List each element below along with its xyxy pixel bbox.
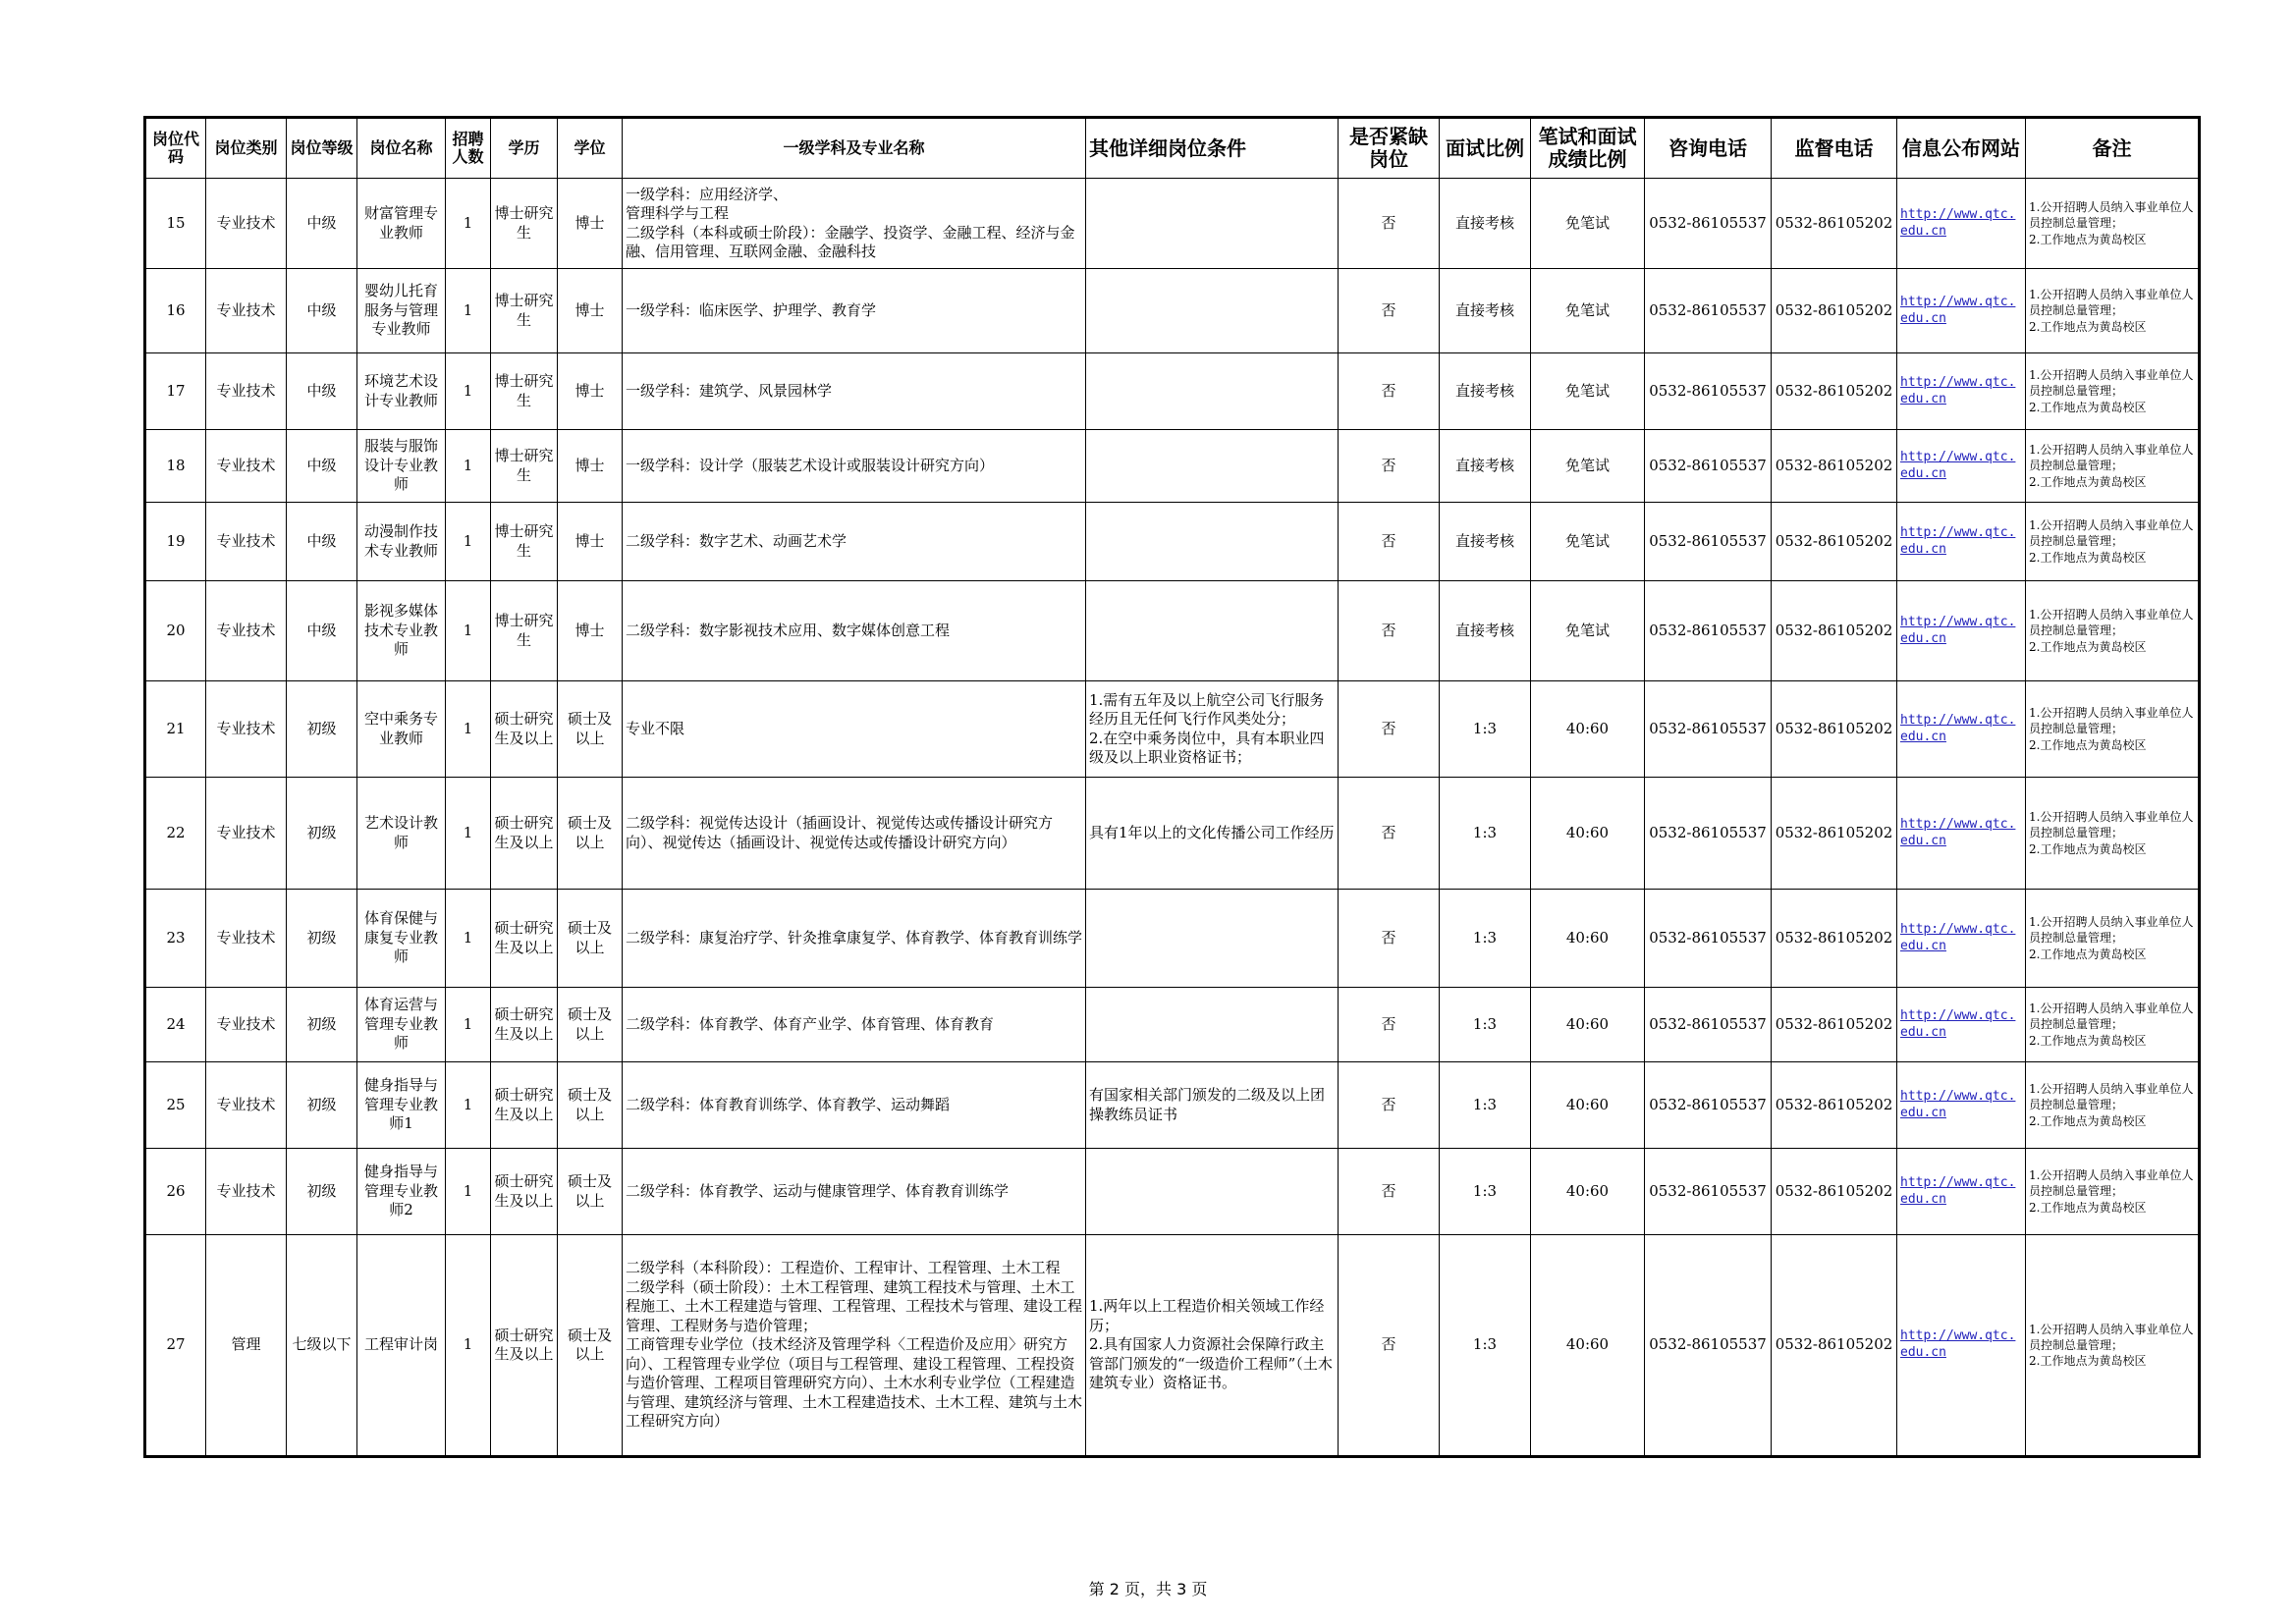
cell-interview-ratio: 直接考核	[1440, 430, 1531, 503]
cell-remark: 1.公开招聘人员纳入事业单位人员控制总量管理； 2.工作地点为黄岛校区	[2026, 1235, 2200, 1457]
cell-degree: 硕士及以上	[558, 1149, 623, 1235]
cell-count: 1	[446, 581, 491, 681]
cell-level: 中级	[287, 503, 357, 581]
cell-shortage: 否	[1339, 1062, 1440, 1149]
cell-website-link[interactable]: http://www.qtc.edu.cn	[1897, 1149, 2026, 1235]
cell-phone: 0532-86105537	[1645, 581, 1772, 681]
table-row	[145, 778, 2200, 890]
cell-code: 15	[145, 179, 206, 269]
header-ratio: 面试比例	[1440, 118, 1531, 179]
cell-count: 1	[446, 681, 491, 778]
cell-score-ratio: 免笔试	[1531, 503, 1645, 581]
cell-level: 中级	[287, 353, 357, 430]
cell-position-name: 服装与服饰设计专业教师	[357, 430, 446, 503]
cell-remark: 1.公开招聘人员纳入事业单位人员控制总量管理； 2.工作地点为黄岛校区	[2026, 581, 2200, 681]
cell-level: 初级	[287, 681, 357, 778]
cell-position-name: 环境艺术设计专业教师	[357, 353, 446, 430]
cell-phone: 0532-86105537	[1645, 1149, 1772, 1235]
cell-remark: 1.公开招聘人员纳入事业单位人员控制总量管理； 2.工作地点为黄岛校区	[2026, 179, 2200, 269]
cell-supervise-phone: 0532-86105202	[1772, 430, 1897, 503]
cell-level: 中级	[287, 179, 357, 269]
cell-website-link[interactable]: http://www.qtc.edu.cn	[1897, 988, 2026, 1062]
table-body	[145, 179, 2200, 1457]
cell-code: 27	[145, 1235, 206, 1457]
cell-education: 硕士研究生及以上	[491, 778, 558, 890]
cell-category: 专业技术	[206, 1062, 287, 1149]
cell-remark: 1.公开招聘人员纳入事业单位人员控制总量管理； 2.工作地点为黄岛校区	[2026, 353, 2200, 430]
cell-education: 博士研究生	[491, 581, 558, 681]
cell-phone: 0532-86105537	[1645, 988, 1772, 1062]
header-score: 笔试和面试成绩比例	[1531, 118, 1645, 179]
cell-other-conditions	[1086, 269, 1339, 353]
cell-education: 硕士研究生及以上	[491, 1149, 558, 1235]
cell-remark: 1.公开招聘人员纳入事业单位人员控制总量管理； 2.工作地点为黄岛校区	[2026, 988, 2200, 1062]
cell-shortage: 否	[1339, 778, 1440, 890]
cell-remark: 1.公开招聘人员纳入事业单位人员控制总量管理； 2.工作地点为黄岛校区	[2026, 890, 2200, 988]
cell-other-conditions: 具有1年以上的文化传播公司工作经历	[1086, 778, 1339, 890]
cell-category: 专业技术	[206, 778, 287, 890]
cell-phone: 0532-86105537	[1645, 503, 1772, 581]
cell-education: 博士研究生	[491, 503, 558, 581]
cell-major: 一级学科：应用经济学、 管理科学与工程 二级学科（本科或硕士阶段）：金融学、投资学、金融工程、经济与金融、信用管理、互联网金融、金融科技	[623, 179, 1086, 269]
cell-major: 二级学科：数字影视技术应用、数字媒体创意工程	[623, 581, 1086, 681]
cell-count: 1	[446, 1062, 491, 1149]
cell-count: 1	[446, 269, 491, 353]
cell-shortage: 否	[1339, 890, 1440, 988]
cell-position-name: 婴幼儿托育服务与管理专业教师	[357, 269, 446, 353]
cell-education: 硕士研究生及以上	[491, 681, 558, 778]
cell-shortage: 否	[1339, 503, 1440, 581]
table-row	[145, 179, 2200, 269]
cell-interview-ratio: 直接考核	[1440, 269, 1531, 353]
table-row	[145, 503, 2200, 581]
cell-phone: 0532-86105537	[1645, 179, 1772, 269]
cell-major: 一级学科：临床医学、护理学、教育学	[623, 269, 1086, 353]
cell-major: 二级学科：体育教学、运动与健康管理学、体育教育训练学	[623, 1149, 1086, 1235]
cell-shortage: 否	[1339, 988, 1440, 1062]
cell-education: 博士研究生	[491, 269, 558, 353]
cell-degree: 博士	[558, 581, 623, 681]
cell-website-link[interactable]: http://www.qtc.edu.cn	[1897, 581, 2026, 681]
cell-education: 博士研究生	[491, 353, 558, 430]
cell-position-name: 影视多媒体技术专业教师	[357, 581, 446, 681]
cell-major: 一级学科：设计学（服装艺术设计或服装设计研究方向）	[623, 430, 1086, 503]
table-row	[145, 430, 2200, 503]
cell-major: 二级学科：康复治疗学、针灸推拿康复学、体育教学、体育教育训练学	[623, 890, 1086, 988]
header-major: 一级学科及专业名称	[623, 118, 1086, 179]
cell-degree: 博士	[558, 179, 623, 269]
cell-remark: 1.公开招聘人员纳入事业单位人员控制总量管理； 2.工作地点为黄岛校区	[2026, 778, 2200, 890]
cell-phone: 0532-86105537	[1645, 1062, 1772, 1149]
cell-major: 一级学科：建筑学、风景园林学	[623, 353, 1086, 430]
header-website: 信息公布网站	[1897, 118, 2026, 179]
cell-count: 1	[446, 353, 491, 430]
cell-major: 二级学科：视觉传达设计（插画设计、视觉传达或传播设计研究方向）、视觉传达（插画设计、视觉传达或传播设计研究方向）	[623, 778, 1086, 890]
cell-phone: 0532-86105537	[1645, 269, 1772, 353]
cell-major: 二级学科：体育教学、体育产业学、体育管理、体育教育	[623, 988, 1086, 1062]
header-code: 岗位代码	[145, 118, 206, 179]
cell-other-conditions	[1086, 430, 1339, 503]
cell-supervise-phone: 0532-86105202	[1772, 1062, 1897, 1149]
cell-interview-ratio: 1:3	[1440, 1149, 1531, 1235]
cell-supervise-phone: 0532-86105202	[1772, 269, 1897, 353]
cell-interview-ratio: 1:3	[1440, 890, 1531, 988]
cell-position-name: 财富管理专业教师	[357, 179, 446, 269]
cell-position-name: 健身指导与管理专业教师2	[357, 1149, 446, 1235]
cell-position-name: 动漫制作技术专业教师	[357, 503, 446, 581]
cell-level: 中级	[287, 430, 357, 503]
cell-category: 专业技术	[206, 179, 287, 269]
cell-supervise-phone: 0532-86105202	[1772, 1149, 1897, 1235]
cell-level: 初级	[287, 778, 357, 890]
cell-degree: 博士	[558, 269, 623, 353]
cell-position-name: 艺术设计教师	[357, 778, 446, 890]
cell-supervise-phone: 0532-86105202	[1772, 681, 1897, 778]
cell-education: 硕士研究生及以上	[491, 890, 558, 988]
cell-interview-ratio: 1:3	[1440, 988, 1531, 1062]
cell-shortage: 否	[1339, 581, 1440, 681]
cell-other-conditions: 1.两年以上工程造价相关领域工作经历； 2.具有国家人力资源社会保障行政主管部门颁发的“一级造价工程师”（土木建筑专业）资格证书。	[1086, 1235, 1339, 1457]
cell-major: 二级学科：数字艺术、动画艺术学	[623, 503, 1086, 581]
cell-degree: 博士	[558, 353, 623, 430]
cell-shortage: 否	[1339, 179, 1440, 269]
cell-score-ratio: 免笔试	[1531, 269, 1645, 353]
cell-website-link[interactable]: http://www.qtc.edu.cn	[1897, 179, 2026, 269]
cell-remark: 1.公开招聘人员纳入事业单位人员控制总量管理； 2.工作地点为黄岛校区	[2026, 430, 2200, 503]
cell-category: 专业技术	[206, 503, 287, 581]
table-row	[145, 1235, 2200, 1457]
header-degree: 学位	[558, 118, 623, 179]
cell-interview-ratio: 1:3	[1440, 778, 1531, 890]
header-shortage: 是否紧缺岗位	[1339, 118, 1440, 179]
cell-phone: 0532-86105537	[1645, 353, 1772, 430]
cell-interview-ratio: 直接考核	[1440, 581, 1531, 681]
cell-code: 16	[145, 269, 206, 353]
header-category: 岗位类别	[206, 118, 287, 179]
cell-shortage: 否	[1339, 1235, 1440, 1457]
table-row	[145, 581, 2200, 681]
cell-level: 初级	[287, 890, 357, 988]
cell-code: 20	[145, 581, 206, 681]
cell-score-ratio: 免笔试	[1531, 581, 1645, 681]
cell-phone: 0532-86105537	[1645, 1235, 1772, 1457]
cell-shortage: 否	[1339, 681, 1440, 778]
cell-score-ratio: 40:60	[1531, 988, 1645, 1062]
cell-count: 1	[446, 1235, 491, 1457]
cell-code: 17	[145, 353, 206, 430]
cell-score-ratio: 免笔试	[1531, 179, 1645, 269]
cell-major: 二级学科（本科阶段）：工程造价、工程审计、工程管理、土木工程 二级学科（硕士阶段）：土木工程管理、建筑工程技术与管理、土木工程施工、土木工程建造与管理、工程管理、工程技术与管理、建设工程管理、工程财务与造价管理； 工商管理专业学位（技术经济及管理学科〈工程造价及应用〉研究方向）、工程管理专业学位（项目与工程管理、建设工程管理、工程投资与造价管理、工程项目管理研究方向）、土木水利专业学位（工程建造与管理、建筑经济与管理、土木工程建造技术、土木工程、建筑与土木工程研究方向）	[623, 1235, 1086, 1457]
cell-category: 专业技术	[206, 269, 287, 353]
cell-category: 专业技术	[206, 988, 287, 1062]
cell-remark: 1.公开招聘人员纳入事业单位人员控制总量管理； 2.工作地点为黄岛校区	[2026, 269, 2200, 353]
cell-other-conditions	[1086, 890, 1339, 988]
cell-supervise-phone: 0532-86105202	[1772, 581, 1897, 681]
recruitment-table	[143, 116, 2201, 1458]
cell-remark: 1.公开招聘人员纳入事业单位人员控制总量管理； 2.工作地点为黄岛校区	[2026, 1062, 2200, 1149]
cell-count: 1	[446, 1149, 491, 1235]
header-remark: 备注	[2026, 118, 2200, 179]
table-row	[145, 269, 2200, 353]
cell-count: 1	[446, 179, 491, 269]
cell-degree: 硕士及以上	[558, 988, 623, 1062]
cell-level: 初级	[287, 1062, 357, 1149]
cell-other-conditions	[1086, 503, 1339, 581]
cell-education: 博士研究生	[491, 179, 558, 269]
cell-level: 中级	[287, 581, 357, 681]
cell-interview-ratio: 1:3	[1440, 681, 1531, 778]
cell-score-ratio: 40:60	[1531, 681, 1645, 778]
cell-other-conditions	[1086, 581, 1339, 681]
table-row	[145, 988, 2200, 1062]
cell-phone: 0532-86105537	[1645, 681, 1772, 778]
cell-interview-ratio: 直接考核	[1440, 179, 1531, 269]
cell-other-conditions: 有国家相关部门颁发的二级及以上团操教练员证书	[1086, 1062, 1339, 1149]
cell-code: 22	[145, 778, 206, 890]
cell-website-link[interactable]: http://www.qtc.edu.cn	[1897, 353, 2026, 430]
cell-category: 专业技术	[206, 1149, 287, 1235]
cell-supervise-phone: 0532-86105202	[1772, 890, 1897, 988]
cell-other-conditions	[1086, 179, 1339, 269]
cell-interview-ratio: 1:3	[1440, 1235, 1531, 1457]
cell-phone: 0532-86105537	[1645, 430, 1772, 503]
cell-education: 硕士研究生及以上	[491, 988, 558, 1062]
cell-other-conditions	[1086, 353, 1339, 430]
header-phone: 咨询电话	[1645, 118, 1772, 179]
cell-other-conditions: 1.需有五年及以上航空公司飞行服务经历且无任何飞行作风类处分； 2.在空中乘务岗位中，具有本职业四级及以上职业资格证书；	[1086, 681, 1339, 778]
cell-remark: 1.公开招聘人员纳入事业单位人员控制总量管理； 2.工作地点为黄岛校区	[2026, 503, 2200, 581]
cell-website-link[interactable]: http://www.qtc.edu.cn	[1897, 503, 2026, 581]
cell-shortage: 否	[1339, 1149, 1440, 1235]
cell-category: 专业技术	[206, 681, 287, 778]
cell-major: 专业不限	[623, 681, 1086, 778]
cell-code: 25	[145, 1062, 206, 1149]
cell-code: 24	[145, 988, 206, 1062]
cell-supervise-phone: 0532-86105202	[1772, 503, 1897, 581]
table-row	[145, 1062, 2200, 1149]
cell-remark: 1.公开招聘人员纳入事业单位人员控制总量管理； 2.工作地点为黄岛校区	[2026, 1149, 2200, 1235]
cell-website-link[interactable]: http://www.qtc.edu.cn	[1897, 430, 2026, 503]
cell-shortage: 否	[1339, 430, 1440, 503]
cell-degree: 硕士及以上	[558, 890, 623, 988]
cell-category: 专业技术	[206, 890, 287, 988]
cell-website-link[interactable]: http://www.qtc.edu.cn	[1897, 890, 2026, 988]
cell-degree: 硕士及以上	[558, 1235, 623, 1457]
cell-other-conditions	[1086, 988, 1339, 1062]
cell-position-name: 体育保健与康复专业教师	[357, 890, 446, 988]
cell-count: 1	[446, 430, 491, 503]
cell-shortage: 否	[1339, 269, 1440, 353]
cell-interview-ratio: 直接考核	[1440, 353, 1531, 430]
cell-major: 二级学科：体育教育训练学、体育教学、运动舞蹈	[623, 1062, 1086, 1149]
page-footer: 第 2 页，共 3 页	[1088, 1580, 1208, 1598]
cell-count: 1	[446, 778, 491, 890]
cell-position-name: 工程审计岗	[357, 1235, 446, 1457]
cell-position-name: 空中乘务专业教师	[357, 681, 446, 778]
header-name: 岗位名称	[357, 118, 446, 179]
cell-score-ratio: 40:60	[1531, 1235, 1645, 1457]
cell-supervise-phone: 0532-86105202	[1772, 1235, 1897, 1457]
cell-level: 初级	[287, 988, 357, 1062]
cell-position-name: 体育运营与管理专业教师	[357, 988, 446, 1062]
cell-degree: 博士	[558, 503, 623, 581]
cell-code: 23	[145, 890, 206, 988]
header-count: 招聘人数	[446, 118, 491, 179]
table-row	[145, 1149, 2200, 1235]
table-row	[145, 890, 2200, 988]
cell-supervise-phone: 0532-86105202	[1772, 179, 1897, 269]
cell-code: 19	[145, 503, 206, 581]
cell-phone: 0532-86105537	[1645, 890, 1772, 988]
cell-position-name: 健身指导与管理专业教师1	[357, 1062, 446, 1149]
header-level: 岗位等级	[287, 118, 357, 179]
cell-website-link[interactable]: http://www.qtc.edu.cn	[1897, 269, 2026, 353]
cell-score-ratio: 40:60	[1531, 890, 1645, 988]
cell-level: 中级	[287, 269, 357, 353]
cell-website-link[interactable]: http://www.qtc.edu.cn	[1897, 1062, 2026, 1149]
header-row	[145, 118, 2200, 179]
cell-code: 18	[145, 430, 206, 503]
cell-score-ratio: 40:60	[1531, 1062, 1645, 1149]
cell-level: 初级	[287, 1149, 357, 1235]
cell-category: 专业技术	[206, 581, 287, 681]
header-education: 学历	[491, 118, 558, 179]
cell-score-ratio: 40:60	[1531, 778, 1645, 890]
cell-code: 26	[145, 1149, 206, 1235]
cell-category: 专业技术	[206, 430, 287, 503]
cell-shortage: 否	[1339, 353, 1440, 430]
cell-score-ratio: 免笔试	[1531, 353, 1645, 430]
cell-website-link[interactable]: http://www.qtc.edu.cn	[1897, 778, 2026, 890]
cell-phone: 0532-86105537	[1645, 778, 1772, 890]
cell-education: 博士研究生	[491, 430, 558, 503]
table-row	[145, 681, 2200, 778]
cell-score-ratio: 40:60	[1531, 1149, 1645, 1235]
cell-count: 1	[446, 503, 491, 581]
cell-website-link[interactable]: http://www.qtc.edu.cn	[1897, 681, 2026, 778]
cell-code: 21	[145, 681, 206, 778]
cell-remark: 1.公开招聘人员纳入事业单位人员控制总量管理； 2.工作地点为黄岛校区	[2026, 681, 2200, 778]
cell-degree: 博士	[558, 430, 623, 503]
cell-category: 专业技术	[206, 353, 287, 430]
cell-level: 七级以下	[287, 1235, 357, 1457]
cell-supervise-phone: 0532-86105202	[1772, 778, 1897, 890]
cell-supervise-phone: 0532-86105202	[1772, 353, 1897, 430]
cell-other-conditions	[1086, 1149, 1339, 1235]
cell-degree: 硕士及以上	[558, 681, 623, 778]
cell-education: 硕士研究生及以上	[491, 1062, 558, 1149]
cell-interview-ratio: 1:3	[1440, 1062, 1531, 1149]
cell-education: 硕士研究生及以上	[491, 1235, 558, 1457]
cell-score-ratio: 免笔试	[1531, 430, 1645, 503]
header-supervise: 监督电话	[1772, 118, 1897, 179]
cell-degree: 硕士及以上	[558, 778, 623, 890]
cell-count: 1	[446, 988, 491, 1062]
cell-supervise-phone: 0532-86105202	[1772, 988, 1897, 1062]
cell-degree: 硕士及以上	[558, 1062, 623, 1149]
cell-interview-ratio: 直接考核	[1440, 503, 1531, 581]
cell-category: 管理	[206, 1235, 287, 1457]
cell-website-link[interactable]: http://www.qtc.edu.cn	[1897, 1235, 2026, 1457]
table-row	[145, 353, 2200, 430]
header-other: 其他详细岗位条件	[1086, 118, 1339, 179]
cell-count: 1	[446, 890, 491, 988]
